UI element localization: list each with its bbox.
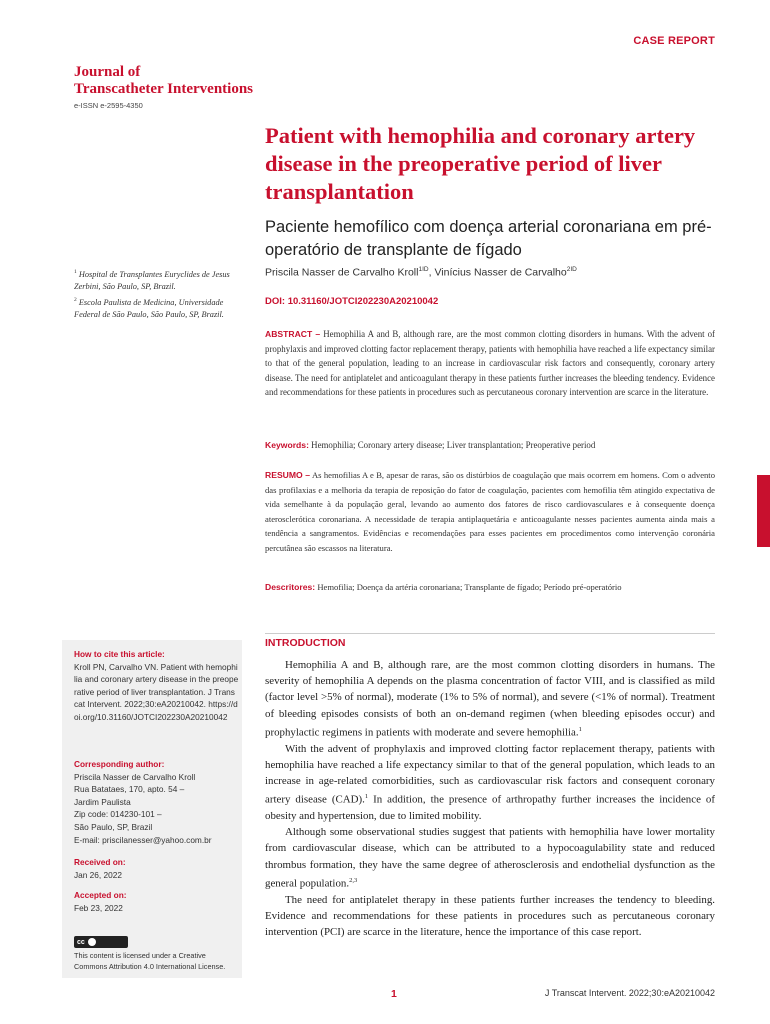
keywords-text: Hemophilia; Coronary artery disease; Liver transplantation; Preoperative period — [311, 440, 596, 450]
journal-name-line2: Transcatheter Interventions — [74, 81, 254, 97]
accepted-value: Feb 23, 2022 — [74, 902, 123, 913]
paragraph — [265, 657, 715, 741]
cc-badge-text: cc — [77, 938, 85, 946]
descritores-label: Descritores: — [265, 582, 316, 592]
affiliation-text: Hospital de Transplantes Euryclides de Jesus Zerbini, São Paulo, SP, Brazil. — [74, 269, 230, 292]
received-label: Received on: — [74, 857, 126, 867]
received-date — [74, 856, 239, 881]
paragraph-text: The need for antiplatelet therapy in these patients further increases the tendency to bleeding. Evidence and recommendations for these patients in procedures such as percutaneous coronary intervention (PCI) are scarce in the literature, hence the importance of this case report. — [265, 893, 715, 939]
doi-link[interactable]: DOI: 10.31160/JOTCI202230A20210042 — [265, 296, 439, 307]
affiliation — [74, 294, 244, 322]
author-name: Priscila Nasser de Carvalho Kroll — [265, 266, 419, 279]
article-title-portuguese: Paciente hemofílico com doença arterial coronariana em pré-operatório de transplante de fígado — [265, 218, 712, 259]
accepted-label: Accepted on: — [74, 890, 127, 900]
citation-ref: 1 — [364, 793, 369, 801]
how-to-cite — [74, 648, 239, 724]
attribution-icon — [88, 938, 96, 946]
journal-name — [74, 64, 253, 98]
cc-by-license-icon[interactable] — [74, 936, 128, 948]
paragraph-text: In addition, the presence of arthropathy further increases the incidence of obesity and hypertension, due to limited mobility. — [265, 793, 715, 823]
keywords-label: Keywords: — [265, 440, 309, 450]
corresponding-author-line: Zip code: 014230-101 – — [74, 809, 162, 820]
divider — [265, 633, 715, 634]
corresponding-author-line: Rua Batataes, 170, apto. 54 – — [74, 784, 185, 795]
author-separator: , — [428, 266, 435, 279]
paragraph-text: With the advent of prophylaxis and improved clotting factor replacement therapy, patients with hemophilia have reached a life expectancy similar to that of the general population, which leads to an increase in age-related comorbidities, such as cardiovascular risk factors and consequent coronary artery disease (CAD). — [265, 742, 715, 806]
article-title: Patient with hemophilia and coronary artery disease in the preoperative period of liver transplantation — [265, 123, 696, 204]
section-label: CASE REPORT — [633, 35, 715, 47]
corresponding-author-line: São Paulo, SP, Brazil — [74, 821, 153, 832]
corresponding-author-line: Priscila Nasser de Carvalho Kroll — [74, 771, 196, 782]
descritores-text: Hemofilia; Doença da artéria coronariana; Transplante de fígado; Período pré-operatório — [317, 582, 622, 592]
paragraph-text: Although some observational studies suggest that patients with hemophilia have lower mortality from cardiovascular disease, which can be attributed to a hypocoagulability state and reduced thrombus formation, they have the same degree of atherosclerosis and endothelial dysfunction as the general population. — [265, 826, 715, 890]
page-number: 1 — [391, 988, 397, 1000]
author-name: Vinícius Nasser de Carvalho — [434, 266, 567, 279]
eissn: e-ISSN e-2595-4350 — [74, 101, 143, 110]
resumo-label: RESUMO – — [265, 470, 311, 480]
license-text: This content is licensed under a Creative Commons Attribution 4.0 International License. — [74, 951, 226, 971]
paragraph — [265, 892, 715, 941]
accepted-date — [74, 889, 239, 914]
corresponding-author — [74, 758, 239, 846]
paragraph — [265, 824, 715, 891]
introduction-heading: INTRODUCTION — [265, 637, 346, 649]
affiliation-number: 1 — [74, 269, 77, 275]
paragraph — [265, 741, 715, 825]
citation-ref: 1 — [578, 725, 582, 733]
how-to-cite-text: Kroll PN, Carvalho VN. Patient with hemophilia and coronary artery disease in the preoperative period of liver transplantation. J Transcat Intervent. 2022;30:eA20210042. https://doi.org/10.31160/JOTCI202230A20210042 — [74, 661, 239, 722]
author-affiliation-mark: 2ID — [566, 266, 577, 273]
abstract-label: ABSTRACT – — [265, 329, 321, 339]
resumo — [265, 468, 715, 555]
paragraph-text: Hemophilia A and B, although rare, are the most common clotting disorders in humans. The severity of hemophilia A depends on the plasma concentration of factor VIII, and is classified as mild (factor level >5% of normal), moderate (1% to 5% of normal), and severe (<1% of normal). Treatment of bleeding episodes consists of both an on-demand regimen (when bleeding episodes occur) and prophylactic regimens in patients with moderate and severe hemophilia. — [265, 659, 715, 739]
resumo-text: As hemofilias A e B, apesar de raras, são os distúrbios de coagulação que mais ocorrem em homens. Com o advento das profilaxias e a melhoria da terapia de reposição do fator de coagulação, pacientes com hemofilia têm atingido expectativa de vida semelhante à da população geral, levando ao aumento dos fatores de risco cardiovasculares e à consequente doença aterosclerótica coronariana. A necessidade de terapia antiplaquetária e anticoagulante nesses pacientes aumenta ainda mais a tendência a sangramentos. Evidências e recomendações para esses pacientes em procedimentos como intervenção coronária percutânea são escassos na literatura. — [265, 470, 715, 553]
how-to-cite-label: How to cite this article: — [74, 649, 165, 659]
affiliation — [74, 266, 244, 294]
affiliation-text: Escola Paulista de Medicina, Universidade Federal de São Paulo, São Paulo, SP, Brazil. — [74, 297, 224, 320]
author-affiliation-mark: 1ID — [418, 266, 429, 273]
footer-citation: J Transcat Intervent. 2022;30:eA20210042 — [544, 988, 715, 998]
received-value: Jan 26, 2022 — [74, 869, 122, 880]
descritores — [265, 582, 725, 592]
citation-ref: 2,3 — [349, 876, 358, 884]
affiliation-number: 2 — [74, 297, 77, 303]
abstract-text: Hemophilia A and B, although rare, are the most common clotting disorders in humans. With the advent of prophylaxis and improved clotting factor replacement therapy, patients with hemophilia have reached a life expectancy similar to that of the general population, leading to an increase in cardiovascular risk factors and consequently, coronary artery disease. The need for antiplatelet and anticoagulant therapy in these patients further increases the bleeding tendency. Evidence and recommendations for these patients in procedures such as percutaneous coronary intervention are scarce in the literature. — [265, 329, 715, 397]
corresponding-author-line: Jardim Paulista — [74, 796, 131, 807]
introduction-body — [265, 657, 715, 940]
author-list — [265, 266, 725, 279]
journal-name-line1: Journal of — [74, 64, 141, 80]
section-tab-marker — [757, 475, 770, 547]
keywords — [265, 440, 725, 450]
corresponding-author-label: Corresponding author: — [74, 759, 165, 769]
abstract — [265, 327, 715, 400]
corresponding-author-email[interactable]: E-mail: priscilanesser@yahoo.com.br — [74, 834, 212, 845]
